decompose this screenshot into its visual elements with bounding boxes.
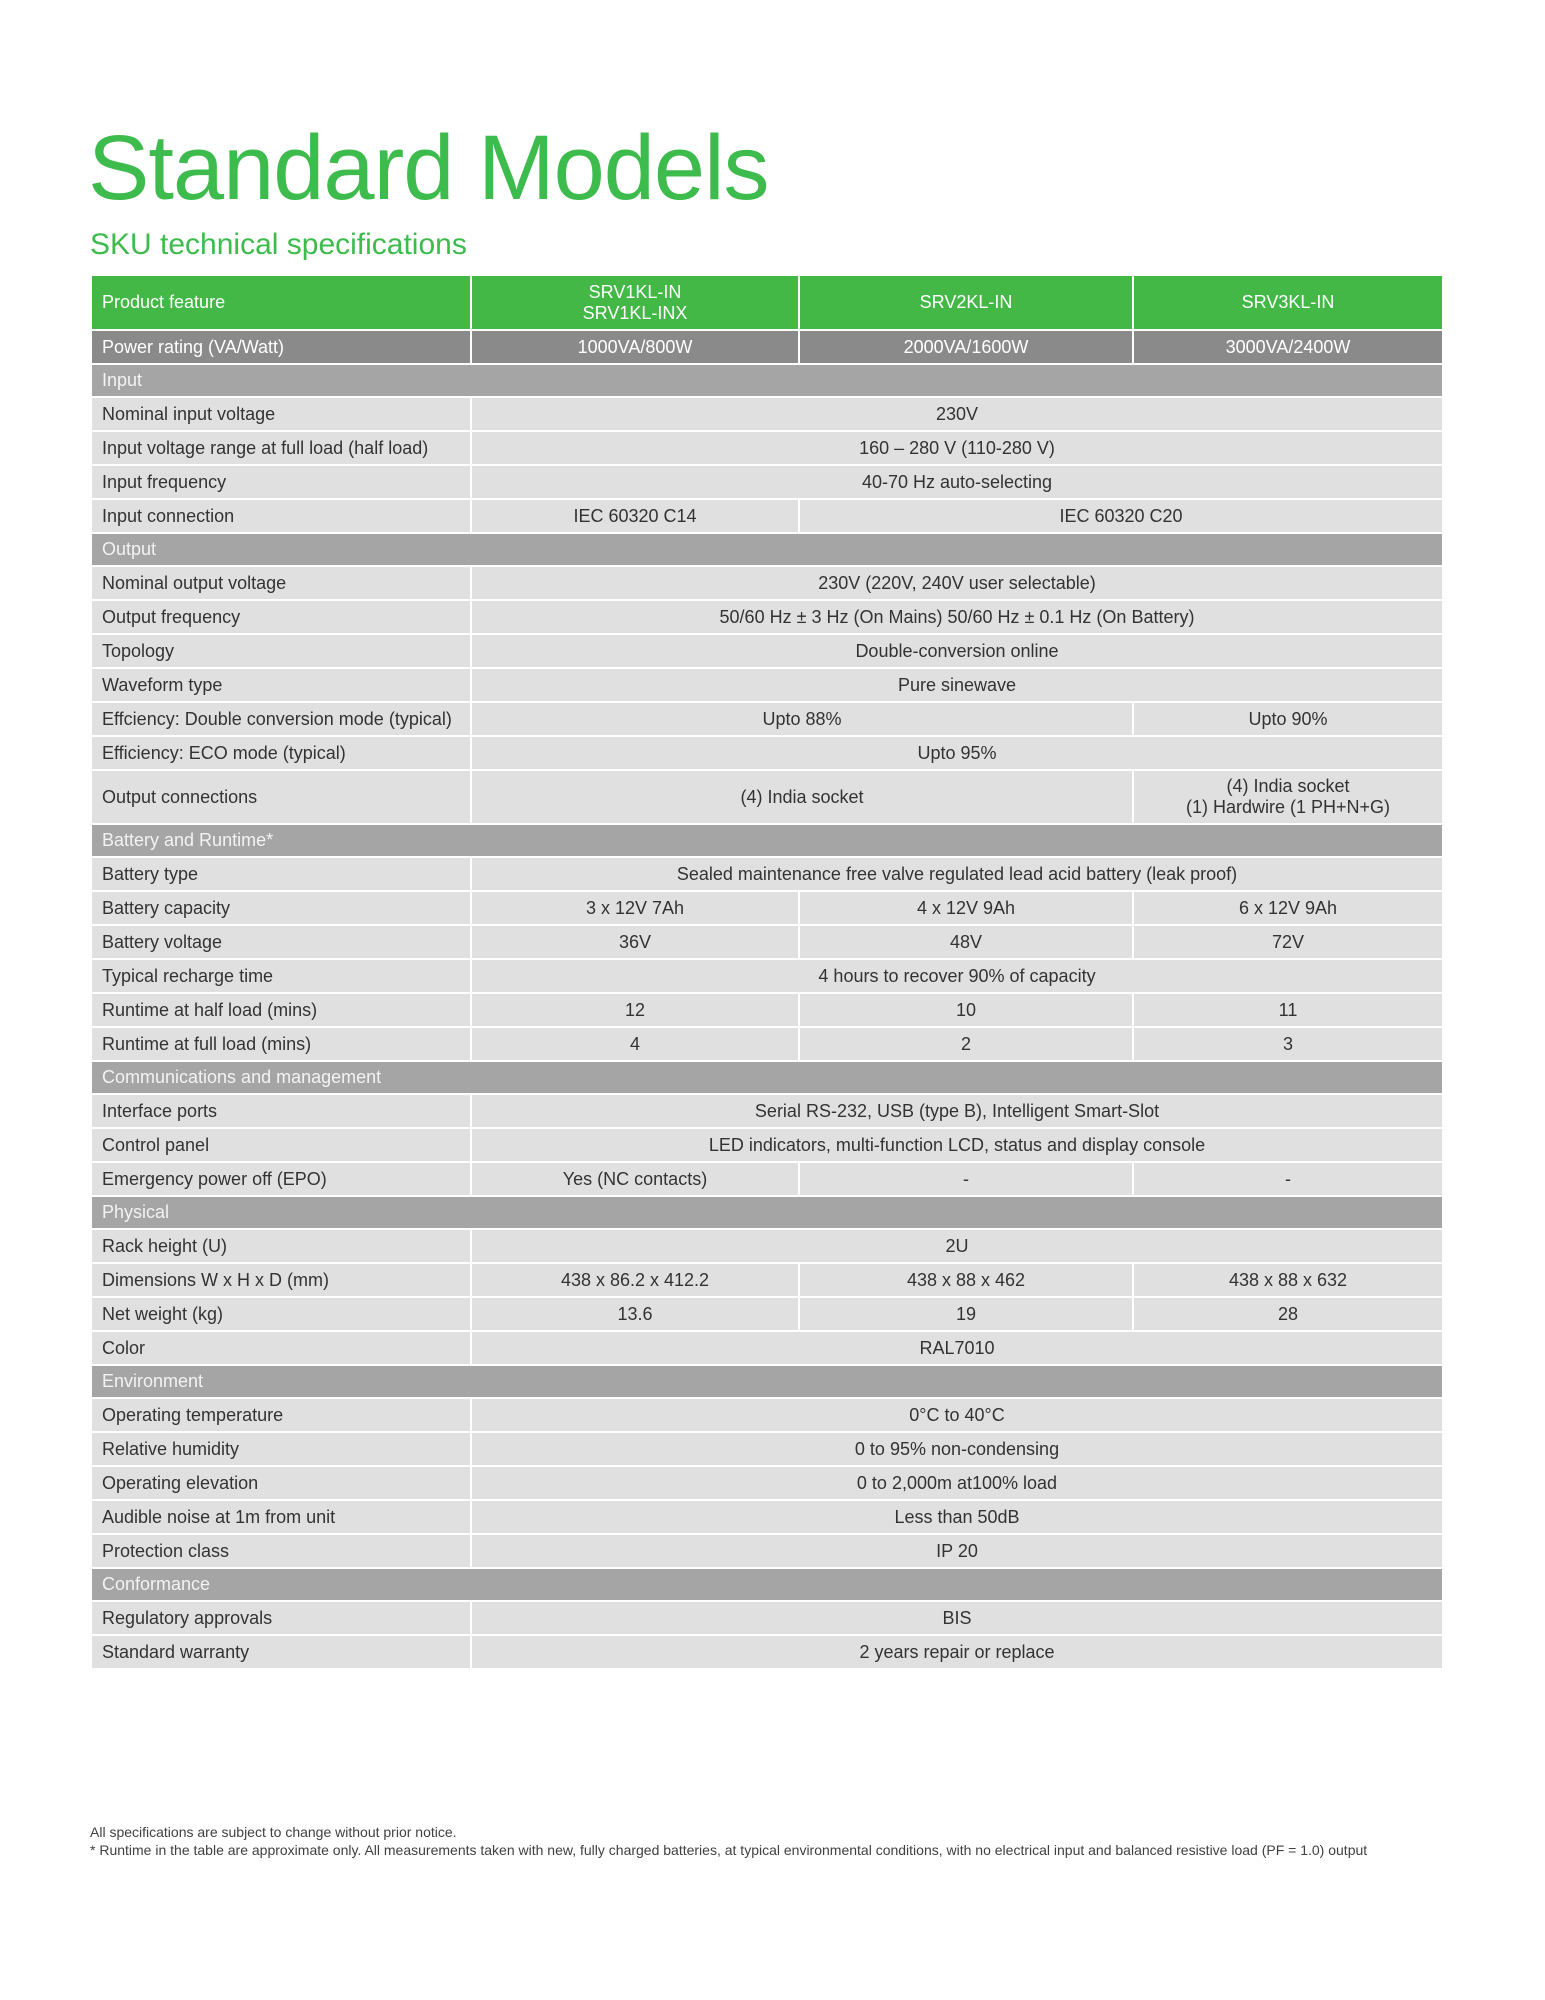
cell-value: 2 years repair or replace (471, 1635, 1443, 1669)
cell-value: 4 x 12V 9Ah (799, 891, 1133, 925)
cell-value: Pure sinewave (471, 668, 1443, 702)
row-label: Emergency power off (EPO) (91, 1162, 471, 1196)
table-row (91, 600, 1443, 634)
row-label: Nominal input voltage (91, 397, 471, 431)
table-row (91, 668, 1443, 702)
cell-value: 4 (471, 1027, 799, 1061)
cell-value: (4) India socket (471, 770, 1133, 824)
section-header-conformance (91, 1568, 1443, 1601)
row-label: Dimensions W x H x D (mm) (91, 1263, 471, 1297)
cell-value: 11 (1133, 993, 1443, 1027)
section-header-input (91, 364, 1443, 397)
cell-value: Upto 88% (471, 702, 1133, 736)
row-label: Audible noise at 1m from unit (91, 1500, 471, 1534)
section-title: Input (91, 364, 1443, 397)
cell-value: 3 x 12V 7Ah (471, 891, 799, 925)
table-row (91, 1094, 1443, 1128)
section-header-physical (91, 1196, 1443, 1229)
table-row (91, 1432, 1443, 1466)
header-model-srv1kl-inx: SRV1KL-INX (582, 302, 688, 323)
table-row (91, 431, 1443, 465)
table-row (91, 634, 1443, 668)
row-label: Output connections (91, 770, 471, 824)
cell-value: Double-conversion online (471, 634, 1443, 668)
row-label: Relative humidity (91, 1432, 471, 1466)
section-title: Physical (91, 1196, 1443, 1229)
table-row (91, 1331, 1443, 1365)
section-title: Conformance (91, 1568, 1443, 1601)
row-label: Runtime at full load (mins) (91, 1027, 471, 1061)
row-label: Waveform type (91, 668, 471, 702)
cell-value: 0 to 95% non-condensing (471, 1432, 1443, 1466)
cell-value: 3000VA/2400W (1133, 330, 1443, 364)
table-row (91, 465, 1443, 499)
row-label: Nominal output voltage (91, 566, 471, 600)
cell-value: 230V (220V, 240V user selectable) (471, 566, 1443, 600)
cell-value: 3 (1133, 1027, 1443, 1061)
row-label: Color (91, 1331, 471, 1365)
row-label: Typical recharge time (91, 959, 471, 993)
page-title: Standard Models (88, 117, 769, 219)
cell-value: 2 (799, 1027, 1133, 1061)
cell-value: 0 to 2,000m at100% load (471, 1466, 1443, 1500)
table-row (91, 1229, 1443, 1263)
section-header-environment (91, 1365, 1443, 1398)
cell-value: 50/60 Hz ± 3 Hz (On Mains) 50/60 Hz ± 0.1 Hz (On Battery) (471, 600, 1443, 634)
cell-value: RAL7010 (471, 1331, 1443, 1365)
cell-value: 4 hours to recover 90% of capacity (471, 959, 1443, 993)
cell-value: Less than 50dB (471, 1500, 1443, 1534)
table-row (91, 925, 1443, 959)
cell-value: IEC 60320 C14 (471, 499, 799, 533)
cell-value: Upto 90% (1133, 702, 1443, 736)
header-model-srv1kl (471, 275, 799, 330)
table-row (91, 1297, 1443, 1331)
row-label: Topology (91, 634, 471, 668)
row-label: Operating elevation (91, 1466, 471, 1500)
cell-value: 2000VA/1600W (799, 330, 1133, 364)
cell-value: - (1133, 1162, 1443, 1196)
cell-value: Serial RS-232, USB (type B), Intelligent Smart-Slot (471, 1094, 1443, 1128)
row-label: Protection class (91, 1534, 471, 1568)
table-row (91, 1162, 1443, 1196)
row-label: Standard warranty (91, 1635, 471, 1669)
table-row (91, 857, 1443, 891)
section-title: Battery and Runtime* (91, 824, 1443, 857)
header-model-srv2kl: SRV2KL-IN (799, 275, 1133, 330)
power-rating-row (91, 330, 1443, 364)
cell-value: IEC 60320 C20 (799, 499, 1443, 533)
cell-value: BIS (471, 1601, 1443, 1635)
table-row (91, 702, 1443, 736)
section-header-battery (91, 824, 1443, 857)
cell-value: 36V (471, 925, 799, 959)
section-header-output (91, 533, 1443, 566)
section-title: Output (91, 533, 1443, 566)
cell-value: 12 (471, 993, 799, 1027)
cell-value: 160 – 280 V (110-280 V) (471, 431, 1443, 465)
row-label: Battery type (91, 857, 471, 891)
table-row (91, 1500, 1443, 1534)
section-title: Environment (91, 1365, 1443, 1398)
row-label: Efficiency: ECO mode (typical) (91, 736, 471, 770)
header-product-feature: Product feature (91, 275, 471, 330)
table-row (91, 1027, 1443, 1061)
footnote-disclaimer: All specifications are subject to change without prior notice. (90, 1824, 457, 1840)
section-title: Communications and management (91, 1061, 1443, 1094)
table-row (91, 566, 1443, 600)
header-model-srv1kl-in: SRV1KL-IN (588, 281, 682, 302)
table-row (91, 1128, 1443, 1162)
cell-value: LED indicators, multi-function LCD, status and display console (471, 1128, 1443, 1162)
cell-value: 2U (471, 1229, 1443, 1263)
cell-line: (4) India socket (1226, 776, 1350, 796)
cell-value: 6 x 12V 9Ah (1133, 891, 1443, 925)
spec-table (90, 274, 1444, 1670)
cell-value: - (799, 1162, 1133, 1196)
row-label: Runtime at half load (mins) (91, 993, 471, 1027)
row-label: Operating temperature (91, 1398, 471, 1432)
row-label: Effciency: Double conversion mode (typical) (91, 702, 471, 736)
page-subtitle: SKU technical specifications (90, 228, 467, 261)
row-label: Output frequency (91, 600, 471, 634)
table-row (91, 993, 1443, 1027)
cell-value (1133, 770, 1443, 824)
cell-value: 13.6 (471, 1297, 799, 1331)
cell-value: 230V (471, 397, 1443, 431)
cell-value: Upto 95% (471, 736, 1443, 770)
cell-value: 10 (799, 993, 1133, 1027)
footnotes (90, 1823, 1450, 1859)
cell-value: 438 x 88 x 462 (799, 1263, 1133, 1297)
cell-value: Yes (NC contacts) (471, 1162, 799, 1196)
header-model-srv3kl: SRV3KL-IN (1133, 275, 1443, 330)
cell-value: 48V (799, 925, 1133, 959)
row-label: Input voltage range at full load (half load) (91, 431, 471, 465)
table-row (91, 1466, 1443, 1500)
footnote-runtime: * Runtime in the table are approximate only. All measurements taken with new, fully charged batteries, at typical environmental conditions, with no electrical input and balanced resistive load (PF = 1.0) output (90, 1842, 1368, 1858)
table-row (91, 770, 1443, 824)
section-header-communications (91, 1061, 1443, 1094)
table-row (91, 891, 1443, 925)
table-row (91, 1263, 1443, 1297)
row-label: Control panel (91, 1128, 471, 1162)
cell-value: 40-70 Hz auto-selecting (471, 465, 1443, 499)
row-label: Interface ports (91, 1094, 471, 1128)
cell-value: 72V (1133, 925, 1443, 959)
row-label: Input frequency (91, 465, 471, 499)
table-row (91, 959, 1443, 993)
table-row (91, 1635, 1443, 1669)
cell-value: 438 x 88 x 632 (1133, 1263, 1443, 1297)
cell-value: Sealed maintenance free valve regulated lead acid battery (leak proof) (471, 857, 1443, 891)
table-row (91, 499, 1443, 533)
cell-value: IP 20 (471, 1534, 1443, 1568)
table-row (91, 736, 1443, 770)
cell-line: (1) Hardwire (1 PH+N+G) (1185, 797, 1391, 817)
table-header-row (91, 275, 1443, 330)
cell-value: 0°C to 40°C (471, 1398, 1443, 1432)
row-label: Net weight (kg) (91, 1297, 471, 1331)
row-label: Input connection (91, 499, 471, 533)
row-label: Battery voltage (91, 925, 471, 959)
cell-value: 1000VA/800W (471, 330, 799, 364)
row-label: Power rating (VA/Watt) (91, 330, 471, 364)
table-row (91, 1398, 1443, 1432)
row-label: Regulatory approvals (91, 1601, 471, 1635)
cell-value: 19 (799, 1297, 1133, 1331)
cell-value: 28 (1133, 1297, 1443, 1331)
row-label: Battery capacity (91, 891, 471, 925)
table-row (91, 1534, 1443, 1568)
table-row (91, 397, 1443, 431)
row-label: Rack height (U) (91, 1229, 471, 1263)
table-row (91, 1601, 1443, 1635)
cell-value: 438 x 86.2 x 412.2 (471, 1263, 799, 1297)
